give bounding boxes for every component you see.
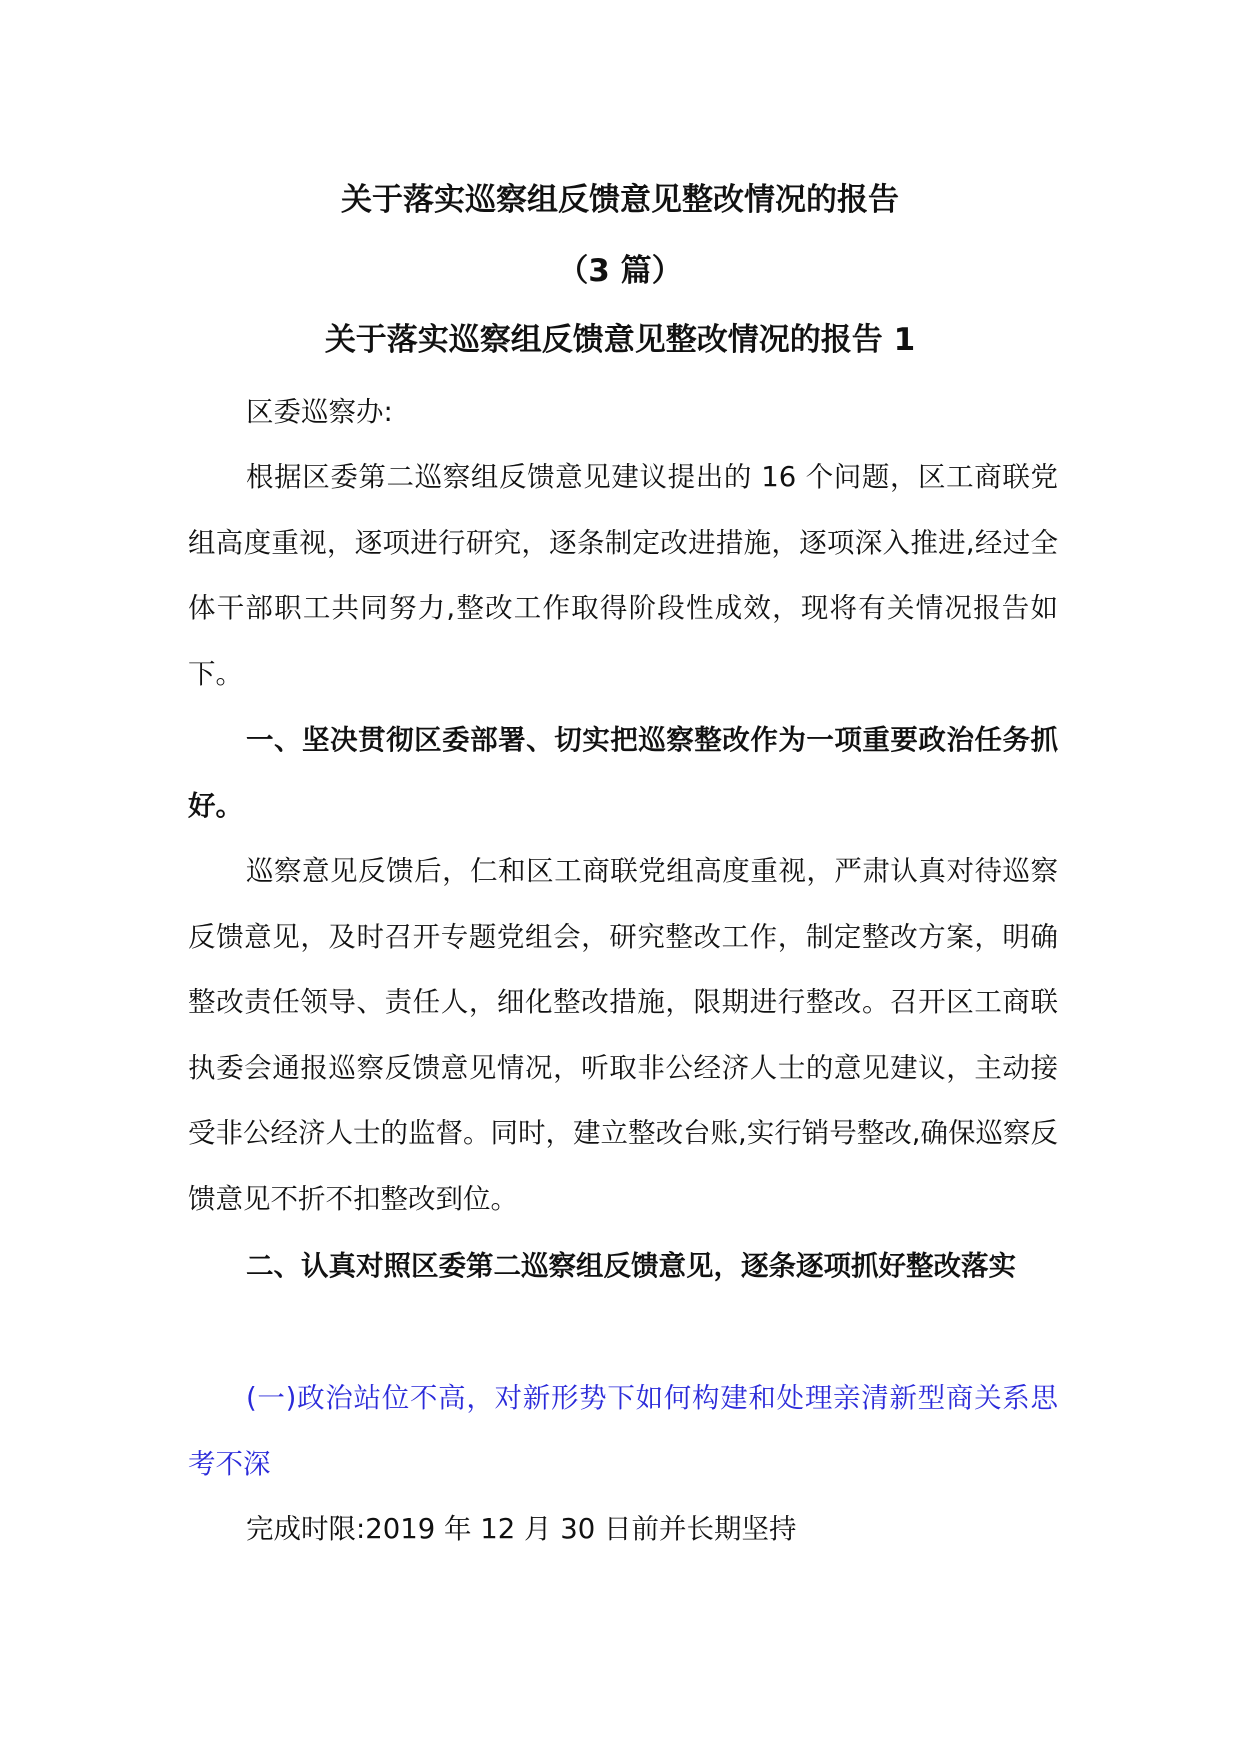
section-heading-1: 一、坚决贯彻区委部署、切实把巡察整改作为一项重要政治任务抓好。 <box>188 724 1058 822</box>
salutation: 区委巡察办: <box>246 396 393 428</box>
section-heading-2: 二、认真对照区委第二巡察组反馈意见，逐条逐项抓好整改落实 <box>246 1250 1016 1282</box>
section-paragraph-1: 巡察意见反馈后，仁和区工商联党组高度重视，严肃认真对待巡察反馈意见，及时召开专题党组会，研究整改工作，制定整改方案，明确整改责任领导、责任人，细化整改措施，限期进行整改。召开区工商联执委会通报巡察反馈意见情况，听取非公经济人士的意见建议，主动接受非公经济人士的监督。同时，建立整改台账,实行销号整改,确保巡察反馈意见不折不扣整改到位。 <box>188 855 1058 1215</box>
subsection-heading-1: (一)政治站位不高，对新形势下如何构建和处理亲清新型商关系思考不深 <box>188 1382 1058 1480</box>
intro-paragraph: 根据区委第二巡察组反馈意见建议提出的 16 个问题，区工商联党组高度重视，逐项进行研究，逐条制定改进措施，逐项深入推进,经过全体干部职工共同努力,整改工作取得阶段性成效，现将有关情况报告如下。 <box>188 461 1058 690</box>
report-title: 关于落实巡察组反馈意见整改情况的报告 1 <box>324 322 916 358</box>
document-title: 关于落实巡察组反馈意见整改情况的报告 <box>341 182 899 218</box>
document-count: （3 篇） <box>557 253 683 289</box>
deadline-line: 完成时限:2019 年 12 月 30 日前并长期坚持 <box>246 1513 797 1545</box>
